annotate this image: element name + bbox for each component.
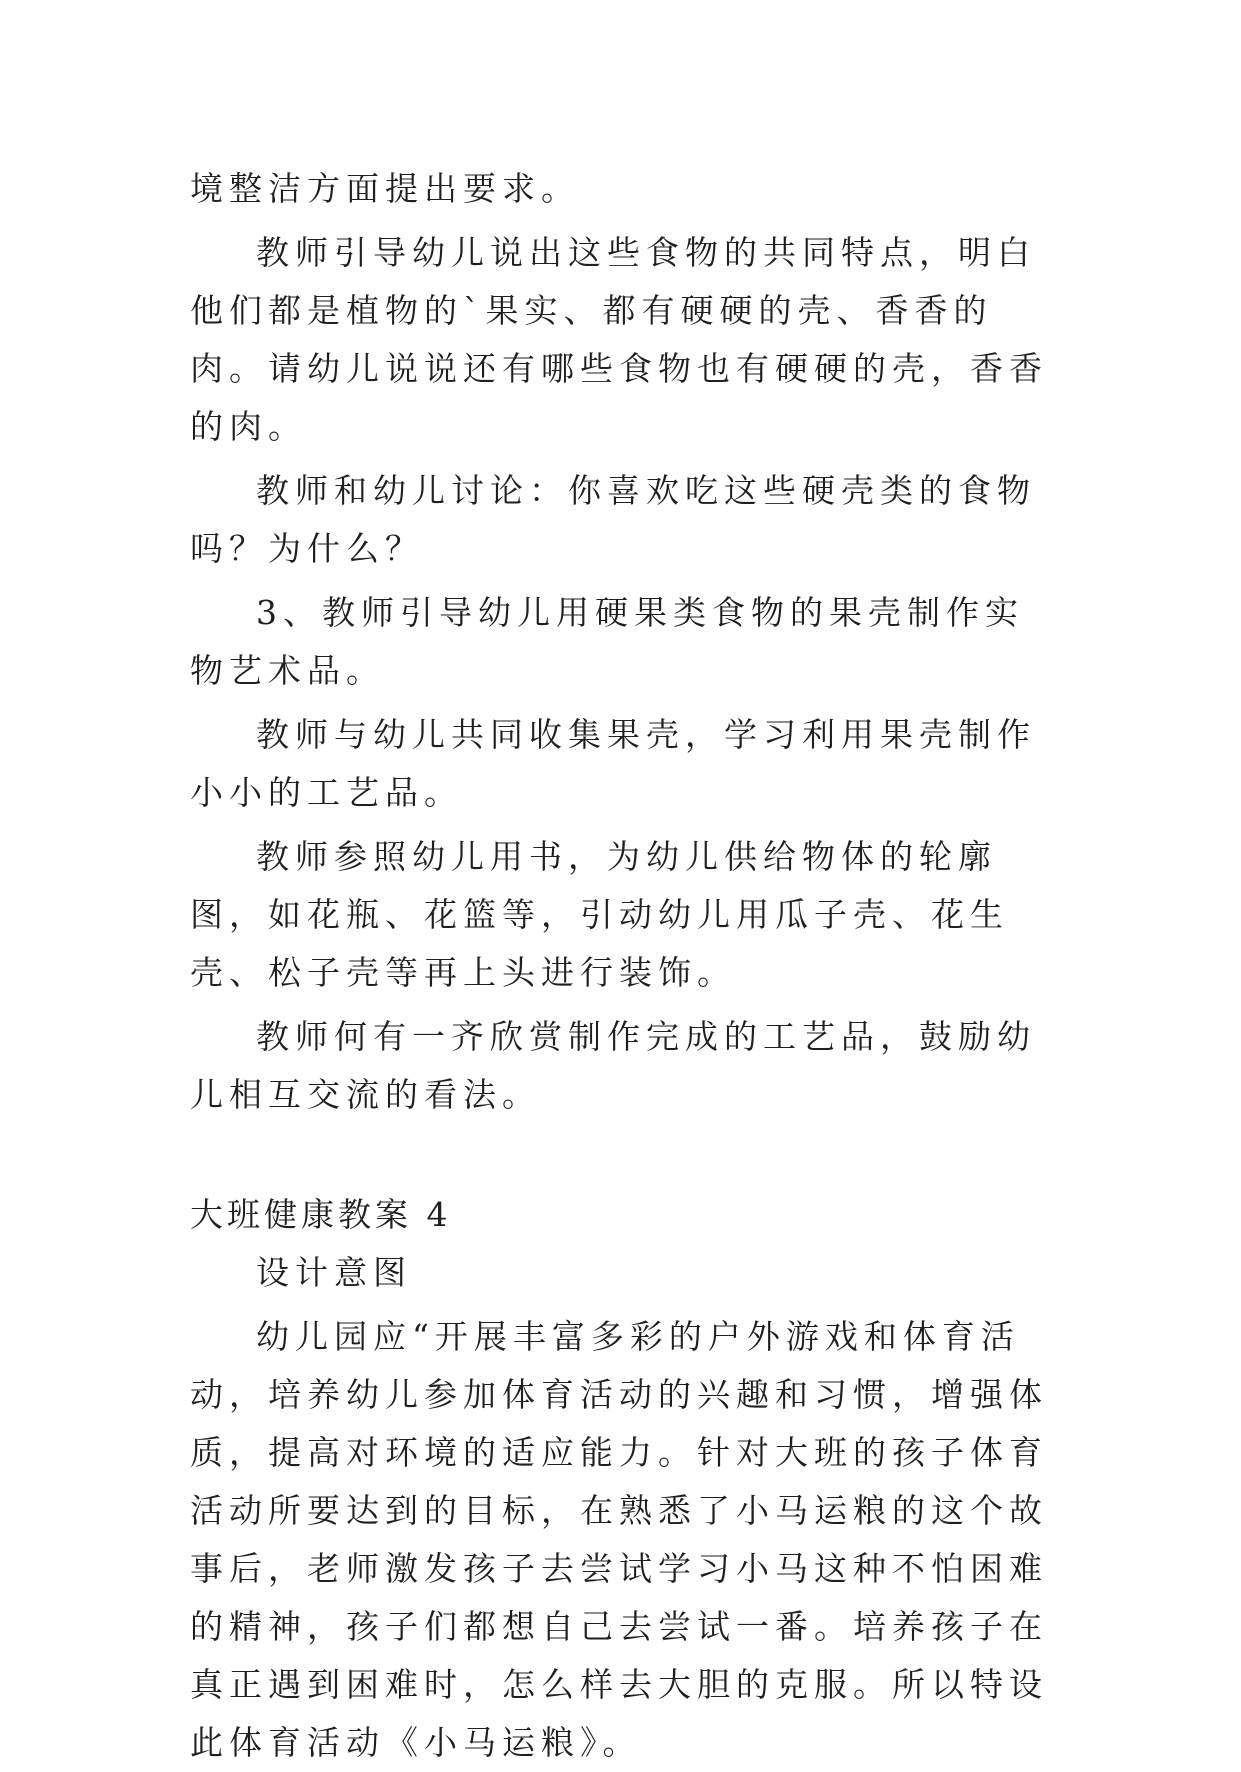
paragraph-appreciate: 教师何有一齐欣赏制作完成的工艺品，鼓励幼儿相互交流的看法。 — [190, 1017, 1036, 1114]
section-title: 大班健康教案 4 — [190, 1195, 452, 1234]
paragraph-collect-shells: 教师与幼儿共同收集果壳，学习利用果壳制作小小的工艺品。 — [190, 715, 1036, 812]
section-subheading: 设计意图 — [256, 1253, 412, 1292]
paragraph-design-intent: 幼儿园应“开展丰富多彩的户外游戏和体育活动，培养幼儿参加体育活动的兴趣和习惯，增强体质，提高对环境的适应能力。针对大班的孩子体育活动所要达到的目标，在熟悉了小马运粮的这个故事后，老师激发孩子去尝试学习小马这种不怕困难的精神，孩子们都想自己去尝试一番。培养孩子在真正遇到困难时，怎么样去大胆的克服。所以特设此体育活动《小马运粮》。 — [190, 1317, 1048, 1762]
paragraph-discussion: 教师和幼儿讨论：你喜欢吃这些硬壳类的食物吗？为什么？ — [190, 471, 1036, 568]
document-body — [190, 160, 1060, 1772]
paragraph-food-features: 教师引导幼儿说出这些食物的共同特点，明白他们都是植物的`果实、都有硬硬的壳、香香的肉。请幼儿说说还有哪些食物也有硬硬的壳，香香的肉。 — [190, 233, 1048, 446]
paragraph-step-3: 3、教师引导幼儿用硬果类食物的果壳制作实物艺术品。 — [190, 593, 1024, 690]
paragraph-continuation: 境整洁方面提出要求。 — [190, 169, 580, 208]
paragraph-outline-decorate: 教师参照幼儿用书，为幼儿供给物体的轮廓图，如花瓶、花篮等，引动幼儿用瓜子壳、花生壳、松子壳等再上头进行装饰。 — [190, 837, 1009, 992]
